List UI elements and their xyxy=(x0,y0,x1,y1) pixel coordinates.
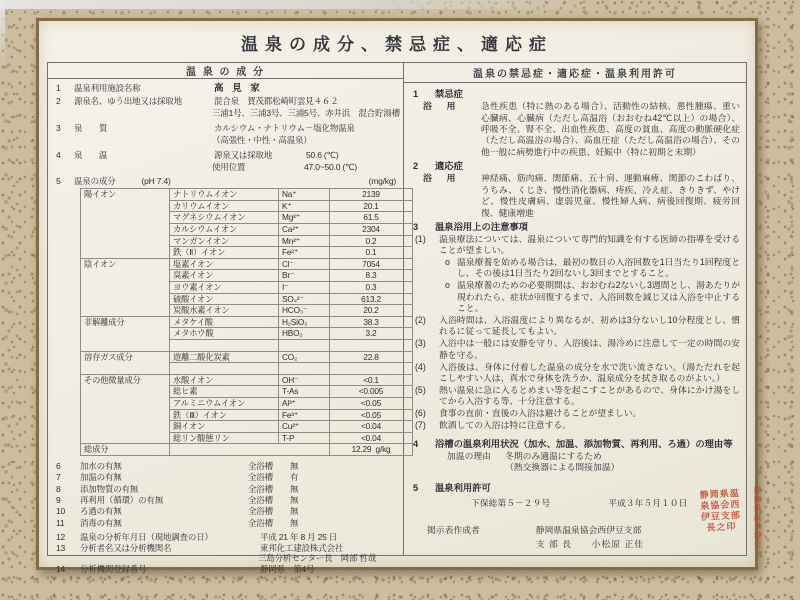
empty-cell xyxy=(170,444,330,456)
row-number: 14 xyxy=(56,564,66,575)
poster-author-label: 掲示表作成者 xyxy=(427,525,480,536)
usage-value: 無 xyxy=(290,460,299,471)
ion-name-cell: 鉄（Ⅲ）イオン xyxy=(170,409,279,421)
certificate-paper xyxy=(36,18,758,575)
note-text: 入浴時間は、入浴温度により異なるが、初めは3分ないし10分程度とし、慣れるに従って延長してもよい。 xyxy=(439,314,740,337)
ion-value-cell: 0.1 xyxy=(330,247,413,259)
group-cell-nondissociated: 非解離成分 xyxy=(81,316,170,351)
group-cell-anions: 陰イオン xyxy=(81,258,170,316)
ion-formula-cell: Mn²⁺ xyxy=(279,235,330,247)
section-title: 適応症 xyxy=(435,161,463,172)
section-number: 3 xyxy=(413,221,419,232)
spring-temp-source xyxy=(214,150,398,161)
ion-name-cell: 銅イオン xyxy=(170,421,279,433)
registration-label: 分析機関登録番号 xyxy=(80,564,147,575)
ion-value-cell: 22.8 xyxy=(330,351,413,363)
registration-value: 静岡県 第4号 xyxy=(260,564,315,575)
ion-formula-cell: K⁺ xyxy=(279,200,330,212)
note-text: 入浴後は、身体に付着した温泉の成分を水で洗い流さない。（湯ただれを起こしやすい人は、真水で身体を洗うか、温泉成分を拭き取るのがよい。） xyxy=(439,361,740,384)
ion-value-cell: 0.2 xyxy=(330,235,413,247)
ion-formula-cell: Fe²⁺ xyxy=(279,247,330,259)
poster-author-chief: 支 部 長 小松原 正佳 xyxy=(535,538,645,549)
ion-formula-cell: T-As xyxy=(279,386,330,398)
note-text: 温泉療法については、温泉について専門的知識を有する医師の指導を受けることが望ましい。 xyxy=(439,233,740,255)
table-row xyxy=(81,351,413,363)
facility-row-3 xyxy=(54,123,398,134)
note-number: (6) xyxy=(415,408,426,419)
row-number: 10 xyxy=(56,506,66,517)
spring-quality-label: 泉 質 xyxy=(74,122,108,133)
ion-formula-cell: Ca²⁺ xyxy=(279,224,330,236)
ion-formula-cell: HCO₃⁻ xyxy=(279,305,330,317)
section-number: 1 xyxy=(413,89,419,99)
ion-value-cell: <0.05 xyxy=(330,397,413,409)
section-3-heading xyxy=(411,221,740,233)
note-item xyxy=(411,338,740,361)
section-number: 4 xyxy=(413,438,419,449)
note-number: (3) xyxy=(415,338,426,349)
ion-name-cell: 硫酸イオン xyxy=(170,293,279,305)
ion-value-cell: <0.04 xyxy=(330,432,413,444)
ion-name-cell: ナトリウムイオン xyxy=(170,189,279,201)
ion-formula-cell: Mg²⁺ xyxy=(279,212,330,224)
spring-temp-usage xyxy=(54,162,398,173)
contraindications-row xyxy=(411,101,740,158)
note-number: (4) xyxy=(415,361,426,372)
right-column-body xyxy=(404,83,746,550)
ion-name-cell: マグネシウムイオン xyxy=(170,212,279,224)
heating-reason-text: 冬期のみ適温にするため xyxy=(505,450,602,461)
row-number: 4 xyxy=(56,149,61,160)
spring-quality-value-cont: （高張性・中性・高温泉） xyxy=(212,134,312,145)
facility-row-4 xyxy=(54,150,398,161)
table-row xyxy=(81,316,413,328)
total-value-cell xyxy=(330,444,413,456)
ion-formula-cell: HBO₂ xyxy=(279,328,330,340)
ion-value-cell: 8.3 xyxy=(330,270,413,282)
facility-row-5 xyxy=(54,176,398,187)
ion-name-cell: 塩素イオン xyxy=(170,258,279,270)
usage-label: 消毒の有無 xyxy=(80,517,122,528)
page-title: 温泉の成分、禁忌症、適応症 xyxy=(241,35,553,54)
analyst-row xyxy=(54,543,398,554)
usage-value: 有 xyxy=(290,472,299,483)
note-item xyxy=(411,408,740,419)
heating-reason-cont: （熱交換器による間接加温） xyxy=(505,462,620,473)
analysis-date-row xyxy=(54,532,398,543)
ion-value-cell: 61.5 xyxy=(330,212,413,224)
ion-value-cell: 0.3 xyxy=(330,282,413,294)
usage-row xyxy=(54,472,398,483)
bullet-mark: o xyxy=(445,256,450,267)
ion-name-cell: 鉄（Ⅱ）イオン xyxy=(170,247,279,259)
row-number: 2 xyxy=(56,96,61,107)
ion-name-cell: メタケイ酸 xyxy=(170,316,279,328)
spring-quality-value: カルシウム・ナトリウム－塩化物温泉 xyxy=(214,122,355,133)
row-number: 8 xyxy=(56,483,61,494)
facility-name-value: 高 見 家 xyxy=(214,83,263,94)
poster-author-row xyxy=(411,525,740,550)
row-number: 5 xyxy=(56,176,61,187)
ion-formula-cell: H₂SiO₃ xyxy=(279,316,330,328)
section-title: 浴槽の温泉利用状況（加水、加温、添加物質、再利用、ろ過）の理由等 xyxy=(435,438,733,449)
ion-value-cell: 2304 xyxy=(330,224,413,236)
total-unit: g/kg xyxy=(375,444,391,455)
red-seal-stamp: 静岡県温 泉協会西 伊豆支部 長之印 xyxy=(699,487,742,533)
ion-name-cell: カリウムイオン xyxy=(170,200,279,212)
right-column-header: 温泉の禁忌症・適応症・温泉利用許可 xyxy=(404,63,746,83)
left-column-body xyxy=(48,79,403,575)
bath-use-label: 浴 用 xyxy=(423,173,459,184)
row-number: 13 xyxy=(56,542,66,553)
group-cell-trace: その他微量成分 xyxy=(81,374,170,444)
ion-value-cell: 20.1 xyxy=(330,200,413,212)
ion-value-cell: 20.2 xyxy=(330,305,413,317)
row-number: 6 xyxy=(56,460,61,471)
note-number: (5) xyxy=(415,385,426,396)
indications-text: 神経痛、筋肉痛、関節痛、五十肩、運動麻痺、関節のこわばり、うちみ、くじき、慢性消化器病、痔疾、冷え症、きりきず、やけど、慢性皮膚病、虚弱児童、慢性婦人病、病後回復期、疲労回復、健康増進 xyxy=(481,173,740,218)
bullet-mark: o xyxy=(445,280,450,291)
usage-label: 加温の有無 xyxy=(80,472,122,483)
ph-value: (pH 7.4) xyxy=(141,176,171,187)
empty-cell xyxy=(170,363,279,375)
note-item xyxy=(411,362,740,385)
ion-formula-cell: Na⁺ xyxy=(279,189,330,201)
usage-value: 無 xyxy=(290,495,299,506)
analyst-company: 東邦化工建設株式会社 xyxy=(260,542,344,553)
ion-formula-cell: I⁻ xyxy=(279,282,330,294)
glare-highlight-left xyxy=(0,0,5,70)
ion-name-cell: 総ヒ素 xyxy=(170,386,279,398)
section-1-heading xyxy=(411,88,740,100)
table-row-total xyxy=(81,444,413,456)
note-number: (7) xyxy=(415,420,426,431)
heating-reason-row xyxy=(411,451,740,462)
section-title: 禁忌症 xyxy=(435,89,463,99)
note-item xyxy=(411,234,740,257)
ion-formula-cell: SO₄²⁻ xyxy=(279,293,330,305)
permit-date: 平成３年５月１０日 xyxy=(608,497,688,508)
usage-row xyxy=(54,495,398,506)
analysis-date-label: 温泉の分析年月日（現地調査の日） xyxy=(80,531,213,542)
usage-row xyxy=(54,461,398,472)
ion-formula-cell: Fe³⁺ xyxy=(279,409,330,421)
ion-value-cell: 3.2 xyxy=(330,328,413,340)
usage-scope: 全浴槽 xyxy=(248,472,273,483)
certificate-box xyxy=(47,62,747,575)
heating-reason-label: 加温の理由 xyxy=(447,450,491,461)
ion-name-cell: 水酸イオン xyxy=(170,374,279,386)
ion-formula-cell: CO₂ xyxy=(279,351,330,363)
ion-formula-cell: Cl⁻ xyxy=(279,258,330,270)
ion-name-cell: ヨウ素イオン xyxy=(170,282,279,294)
usage-row xyxy=(54,506,398,517)
total-label-cell: 総成分 xyxy=(81,444,170,456)
ion-value-cell: <0.1 xyxy=(330,374,413,386)
ion-name-cell: 遊離二酸化炭素 xyxy=(170,351,279,363)
red-seal-edge: 静岡県温泉協会 xyxy=(753,486,762,549)
temp-usage-label: 使用位置 xyxy=(212,161,246,172)
usage-scope: 全浴槽 xyxy=(248,460,273,471)
poster-author-block xyxy=(536,525,644,550)
facility-name-label: 温泉利用施設名称 xyxy=(74,83,141,93)
spring-temp-label: 泉 温 xyxy=(74,149,108,160)
left-column-header: 温 泉 の 成 分 xyxy=(48,63,403,79)
note-item xyxy=(411,315,740,338)
usage-scope: 全浴槽 xyxy=(248,517,273,528)
ion-formula-cell: Al³⁺ xyxy=(279,397,330,409)
row-number: 12 xyxy=(56,531,66,542)
note-sub-item xyxy=(411,280,740,314)
note-number: (1) xyxy=(415,233,426,244)
indications-row xyxy=(411,173,740,219)
usage-scope: 全浴槽 xyxy=(248,495,273,506)
permit-number: 下保総第５－２９号 xyxy=(471,497,551,508)
empty-cell xyxy=(279,363,330,375)
ion-formula-cell: T-P xyxy=(279,432,330,444)
ion-value-cell: <0.005 xyxy=(330,386,413,398)
note-sub-item xyxy=(411,257,740,280)
glare-highlight-top xyxy=(0,0,640,9)
section-number: 5 xyxy=(413,482,419,493)
components-label: 温泉の成分 xyxy=(74,176,116,187)
section-title: 温泉浴用上の注意事項 xyxy=(435,221,528,232)
ion-name-cell: カルシウムイオン xyxy=(170,224,279,236)
ion-name-cell: アルミニウムイオン xyxy=(170,397,279,409)
table-row xyxy=(81,374,413,386)
ion-value-cell: 38.3 xyxy=(330,316,413,328)
usage-label: 添加物質の有無 xyxy=(80,483,139,494)
ion-formula-cell: OH⁻ xyxy=(279,374,330,386)
ion-value-cell: <0.05 xyxy=(330,409,413,421)
ion-value-cell: <0.04 xyxy=(330,421,413,433)
row-number: 11 xyxy=(56,517,65,528)
section-number: 2 xyxy=(413,161,419,172)
row-number: 3 xyxy=(56,122,61,133)
permit-row xyxy=(411,498,740,509)
ion-formula-cell: Cu²⁺ xyxy=(279,421,330,433)
ion-name-cell: メタホウ酸 xyxy=(170,328,279,340)
temp-usage-value: 47.0~50.0 (℃) xyxy=(304,161,358,172)
empty-cell xyxy=(170,340,279,352)
ion-value-cell: 2139 xyxy=(330,189,413,201)
usage-label: ろ過の有無 xyxy=(80,506,122,517)
empty-cell xyxy=(279,340,330,352)
ion-formula-cell: Br⁻ xyxy=(279,270,330,282)
analysis-info xyxy=(54,532,398,576)
note-item xyxy=(411,385,740,408)
empty-cell xyxy=(330,363,413,375)
section-2-heading xyxy=(411,160,740,172)
note-text: 入浴中は一般には安静を守り、入浴後は、湯冷めに注意して一定の時間の安静を守る。 xyxy=(439,338,740,360)
empty-cell xyxy=(330,340,413,352)
note-sub-text: 温泉療養を始める場合は、最初の数日の入浴回数を1日当たり1回程度とし、その後は1日当たり2回ないし3回までとすること。 xyxy=(457,256,740,279)
source-name-label: 源泉名、ゆう出地又は採取地 xyxy=(74,96,182,107)
source-name-value-cont: 三浦1号、三浦3号、三浦5号、赤井浜 混合貯湯槽 xyxy=(212,108,400,119)
group-cell-dissolved-gas: 溶存ガス成分 xyxy=(81,351,170,374)
section-title: 温泉利用許可 xyxy=(435,482,491,493)
usage-scope: 全浴槽 xyxy=(248,483,273,494)
note-number: (2) xyxy=(415,314,426,325)
usage-list xyxy=(54,461,398,529)
ion-value-cell: 613.2 xyxy=(330,293,413,305)
usage-row xyxy=(54,518,398,529)
ion-name-cell: 臭素イオン xyxy=(170,270,279,282)
usage-row xyxy=(54,484,398,495)
ion-value-cell: 7054 xyxy=(330,258,413,270)
table-row xyxy=(81,258,413,270)
usage-value: 無 xyxy=(290,517,299,528)
contraindications-text: 急性疾患（特に熱のある場合）、活動性の結核、悪性腫瘍、重い心臓病、心臓病（ただし高温浴（おおむね42℃以上）の場合）、呼吸不全、腎不全、出血性疾患、高度の貧血、高度の動脈硬化症（ただし高温浴の場合）、高血圧症（ただし高温浴の場合）、その他一般に病勢進行中の疾患、妊娠中（特に初期と末期） xyxy=(481,101,740,157)
facility-row-2 xyxy=(54,96,398,107)
unit-label: (mg/kg) xyxy=(368,176,396,187)
row-number: 7 xyxy=(56,472,61,483)
usage-value: 無 xyxy=(290,506,299,517)
facility-row-1 xyxy=(54,83,398,95)
section-4-heading xyxy=(411,438,740,450)
usage-label: 加水の有無 xyxy=(80,460,122,471)
table-row xyxy=(81,189,413,201)
note-text: 食事の直前・直後の入浴は避けることが望ましい。 xyxy=(439,408,642,419)
analyst-label: 分析者名又は分析機関名 xyxy=(80,542,172,553)
usage-scope: 全浴槽 xyxy=(248,506,273,517)
ion-name-cell: 総リン酸態リン xyxy=(170,432,279,444)
group-cell-cations: 陽イオン xyxy=(81,189,170,259)
section-5-heading xyxy=(411,482,740,494)
ion-name-cell: 炭酸水素イオン xyxy=(170,305,279,317)
left-column xyxy=(48,63,404,575)
temp-source-label: 源泉又は採取地 xyxy=(214,149,273,160)
bath-use-label: 浴 用 xyxy=(423,101,459,112)
note-sub-text: 温泉療養のための必要期間は、おおむね2ないし3週間とし、湯あたりが現われたら、症状が回復するまで、入浴回数を減じ又は入浴を中止すること。 xyxy=(457,280,740,314)
temp-source-value: 50.6 (℃) xyxy=(306,149,339,160)
note-item xyxy=(411,420,740,431)
registration-row xyxy=(54,564,398,575)
row-number: 1 xyxy=(56,83,61,93)
note-text: 熱い温泉に急に入るとめまい等を起こすことがあるので、身体にかけ湯をしてから入浴する等、十分注意する。 xyxy=(439,385,740,407)
ion-name-cell: マンガンイオン xyxy=(170,235,279,247)
source-name-value: 混合泉 賀茂郡松崎町雲見４６２ xyxy=(214,96,339,107)
note-text: 飲酒しての入浴は特に注意する。 xyxy=(439,420,571,431)
analysis-date-value: 平成 21 年 8 月 25 日 xyxy=(260,531,338,542)
row-number: 9 xyxy=(56,495,61,506)
usage-label: 再利用（循環）の有無 xyxy=(80,495,164,506)
right-column xyxy=(404,63,746,555)
total-value: 12.29 xyxy=(351,444,372,455)
poster-author-org: 静岡県温泉協会西伊豆支部 xyxy=(535,525,642,536)
ion-analysis-table xyxy=(80,188,413,456)
usage-value: 無 xyxy=(290,483,299,494)
analyst-person: 三島分析センター長 岡部 哲哉 xyxy=(258,553,377,564)
